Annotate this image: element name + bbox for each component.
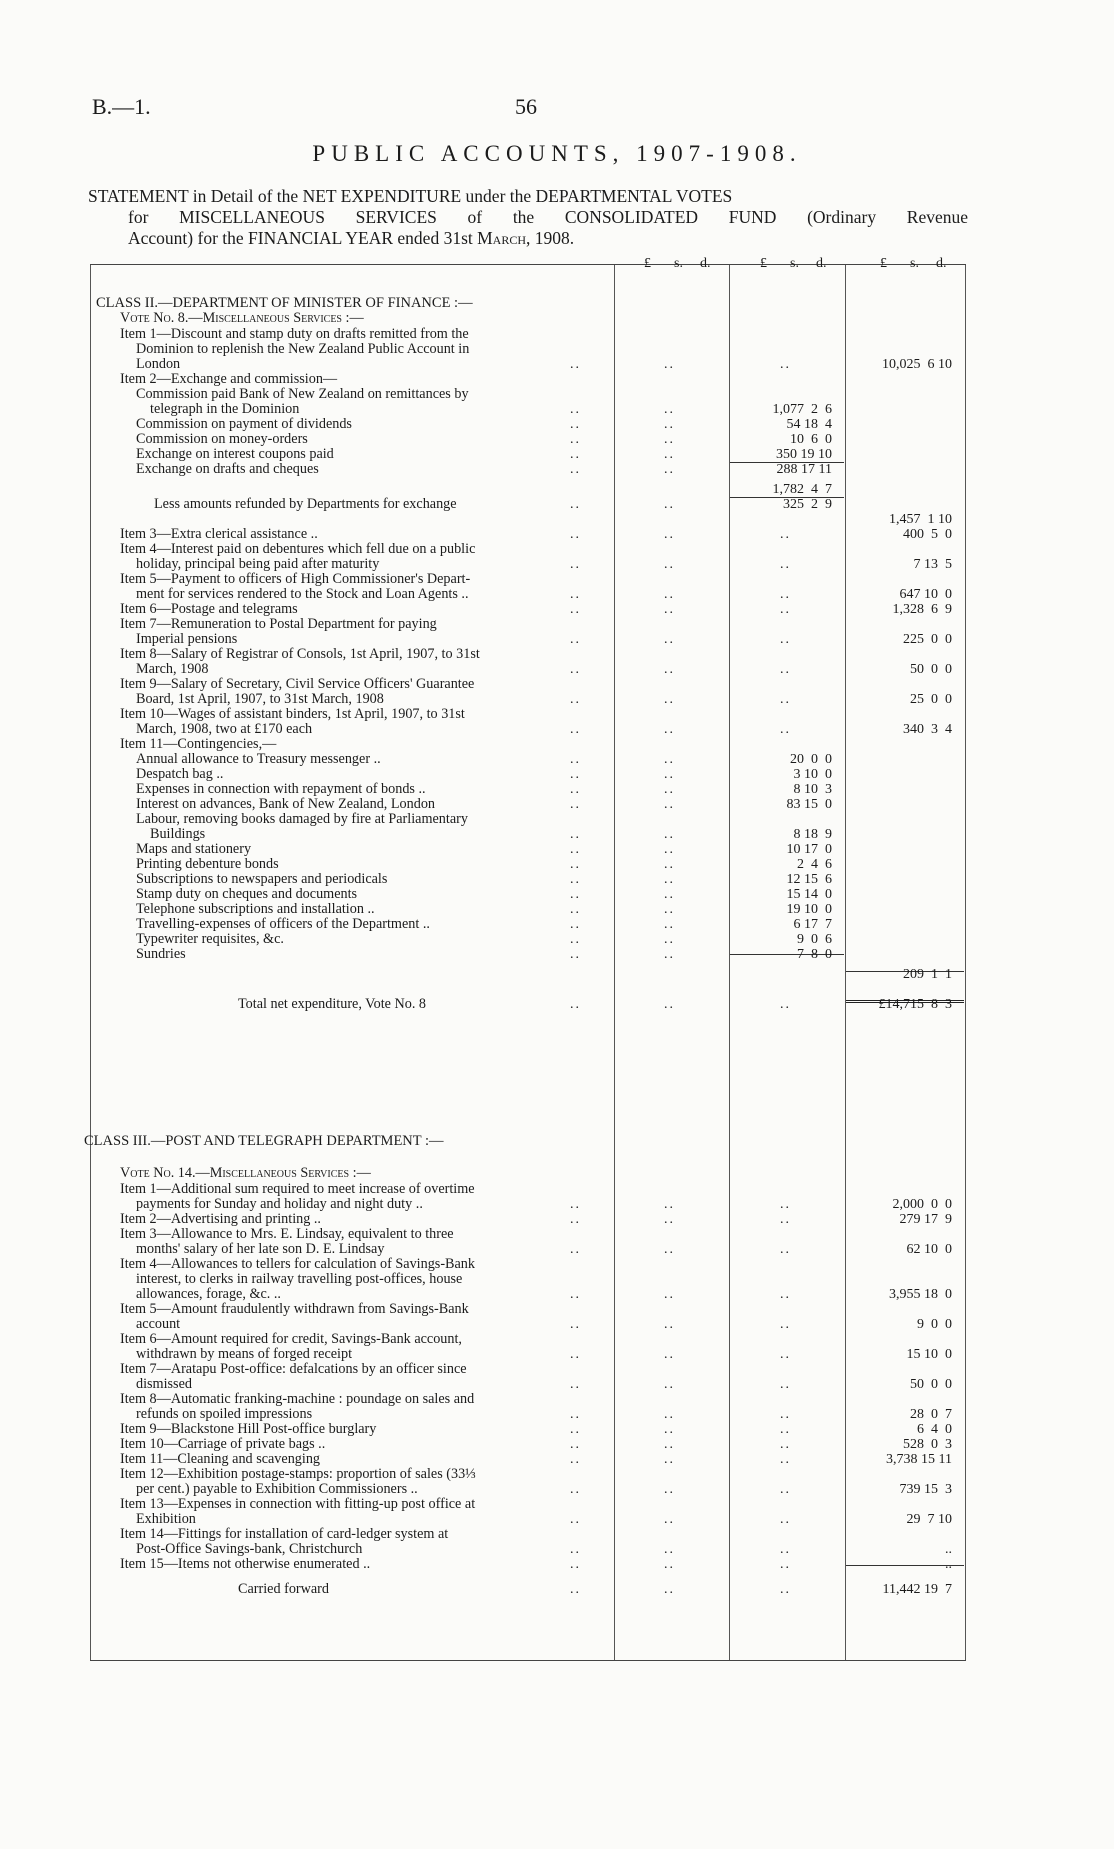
amount-column-2: 6 17 7 — [793, 917, 832, 932]
column-1-placeholder-dots: .. — [664, 857, 675, 872]
column-2-placeholder-dots: .. — [780, 1582, 791, 1597]
row-description: Item 4—Interest paid on debentures which fell due on a public — [120, 541, 476, 557]
leader-dots: .. — [570, 587, 581, 602]
row-description: refunds on spoiled impressions — [136, 1406, 313, 1422]
row-description: Travelling-expenses of officers of the Department .. — [136, 916, 430, 932]
row-description: ment for services rendered to the Stock and Loan Agents .. — [136, 586, 469, 602]
column-1-placeholder-dots: .. — [664, 1452, 675, 1467]
row-description: Item 8—Salary of Registrar of Consols, 1st April, 1907, to 31st — [120, 646, 480, 662]
leader-dots: .. — [570, 462, 581, 477]
amount-column-3: .. — [945, 1557, 952, 1572]
table-border-left — [90, 265, 91, 1660]
column-1-placeholder-dots: .. — [664, 1317, 675, 1332]
statement-line-3: Account) for the FINANCIAL YEAR ended 31st March, 1908. — [128, 228, 575, 248]
column-1-placeholder-dots: .. — [664, 557, 675, 572]
column-1-placeholder-dots: .. — [664, 1407, 675, 1422]
leader-dots: .. — [570, 1347, 581, 1362]
column-2-placeholder-dots: .. — [780, 722, 791, 737]
column-1-placeholder-dots: .. — [664, 1212, 675, 1227]
column-1-placeholder-dots: .. — [664, 827, 675, 842]
column-1-placeholder-dots: .. — [664, 1557, 675, 1572]
amount-column-3: 15 10 0 — [906, 1347, 952, 1362]
leader-dots: .. — [570, 1377, 581, 1392]
row-description: Item 9—Salary of Secretary, Civil Service Officers' Guarantee — [120, 676, 475, 692]
column-1-placeholder-dots: .. — [664, 872, 675, 887]
row-description: dismissed — [136, 1376, 192, 1392]
row-description: Item 11—Contingencies,— — [120, 736, 277, 752]
row-description: payments for Sunday and holiday and night duty .. — [136, 1196, 423, 1212]
amount-column-2: 8 18 9 — [793, 827, 832, 842]
column-1-placeholder-dots: .. — [664, 402, 675, 417]
amount-column-3: 1,457 1 10 — [889, 512, 952, 527]
leader-dots: .. — [570, 1287, 581, 1302]
vote-8-heading: Vote No. 8.—Miscellaneous Services :— — [120, 310, 364, 326]
leader-dots: .. — [570, 557, 581, 572]
row-description: Commission on payment of dividends — [136, 416, 352, 432]
amount-column-2: 8 10 3 — [793, 782, 832, 797]
column-1-placeholder-dots: .. — [664, 462, 675, 477]
column-header-pounds: £ — [760, 256, 767, 271]
row-description: Item 1—Additional sum required to meet increase of overtime — [120, 1181, 475, 1197]
amount-column-2: 10 6 0 — [790, 432, 832, 447]
leader-dots: .. — [570, 932, 581, 947]
leader-dots: .. — [570, 692, 581, 707]
column-divider — [845, 265, 846, 1660]
row-description: Less amounts refunded by Departments for exchange — [154, 496, 457, 512]
row-description: Item 2—Advertising and printing .. — [120, 1211, 321, 1227]
column-1-placeholder-dots: .. — [664, 692, 675, 707]
row-description: Buildings — [150, 826, 206, 842]
column-1-placeholder-dots: .. — [664, 887, 675, 902]
row-description: Item 3—Extra clerical assistance .. — [120, 526, 318, 542]
amount-column-3: 209 1 1 — [903, 967, 952, 982]
amount-column-2: 2 4 6 — [797, 857, 832, 872]
amount-column-2: 54 18 4 — [786, 417, 832, 432]
leader-dots: .. — [570, 1482, 581, 1497]
expenditure-table — [84, 256, 966, 1661]
leader-dots: .. — [570, 632, 581, 647]
column-2-placeholder-dots: .. — [780, 1422, 791, 1437]
row-description: Item 6—Postage and telegrams — [120, 601, 298, 617]
row-description: account — [136, 1316, 181, 1332]
column-1-placeholder-dots: .. — [664, 997, 675, 1012]
leader-dots: .. — [570, 1212, 581, 1227]
column-header-shillings: s. — [910, 256, 919, 271]
row-description: Subscriptions to newspapers and periodicals — [136, 871, 388, 887]
row-description: Exhibition — [136, 1511, 196, 1527]
column-2-placeholder-dots: .. — [780, 1512, 791, 1527]
leader-dots: .. — [570, 1197, 581, 1212]
column-1-placeholder-dots: .. — [664, 1347, 675, 1362]
row-description: Item 5—Payment to officers of High Commissioner's Depart- — [120, 571, 471, 587]
amount-column-3: 6 4 0 — [917, 1422, 952, 1437]
amount-column-3: 28 0 7 — [910, 1407, 952, 1422]
row-description: March, 1908 — [136, 661, 209, 677]
column-2-placeholder-dots: .. — [780, 1542, 791, 1557]
row-description: March, 1908, two at £170 each — [136, 721, 313, 737]
table-border-right — [965, 265, 966, 1660]
amount-column-2: 15 14 0 — [786, 887, 832, 902]
column-1-placeholder-dots: .. — [664, 357, 675, 372]
leader-dots: .. — [570, 752, 581, 767]
amount-column-2: 9 0 6 — [797, 932, 832, 947]
amount-column-3: 11,442 19 7 — [882, 1582, 952, 1597]
column-2-placeholder-dots: .. — [780, 1347, 791, 1362]
class-2-heading: CLASS II.—DEPARTMENT OF MINISTER OF FINANCE :— — [96, 295, 473, 311]
amount-column-3: 1,328 6 9 — [892, 602, 952, 617]
row-description: Interest on advances, Bank of New Zealand, London — [136, 796, 436, 812]
leader-dots: .. — [570, 782, 581, 797]
column-1-placeholder-dots: .. — [664, 497, 675, 512]
leader-dots: .. — [570, 1582, 581, 1597]
column-1-placeholder-dots: .. — [664, 932, 675, 947]
row-description: holiday, principal being paid after maturity — [136, 556, 380, 572]
column-header-pounds: £ — [644, 256, 651, 271]
row-description: allowances, forage, &c. .. — [136, 1286, 281, 1302]
amount-column-2: 1,782 4 7 — [772, 482, 832, 497]
amount-column-3: 2,000 0 0 — [892, 1197, 952, 1212]
column-2-placeholder-dots: .. — [780, 1557, 791, 1572]
column-1-placeholder-dots: .. — [664, 632, 675, 647]
amount-column-2: 3 10 0 — [793, 767, 832, 782]
row-description: Despatch bag .. — [136, 766, 224, 782]
row-description: Item 14—Fittings for installation of card-ledger system at — [120, 1526, 449, 1542]
document-code: B.—1. — [92, 94, 151, 119]
column-1-placeholder-dots: .. — [664, 1197, 675, 1212]
amount-column-2: 288 17 11 — [776, 462, 832, 477]
column-1-placeholder-dots: .. — [664, 917, 675, 932]
row-description: Stamp duty on cheques and documents — [136, 886, 358, 902]
column-divider — [729, 265, 730, 1660]
leader-dots: .. — [570, 497, 581, 512]
leader-dots: .. — [570, 1542, 581, 1557]
column-1-placeholder-dots: .. — [664, 587, 675, 602]
row-description: Labour, removing books damaged by fire at Parliamentary — [136, 811, 468, 827]
leader-dots: .. — [570, 997, 581, 1012]
row-description: Item 12—Exhibition postage-stamps: proportion of sales (33⅓ — [120, 1466, 476, 1482]
column-1-placeholder-dots: .. — [664, 752, 675, 767]
row-description: Item 4—Allowances to tellers for calculation of Savings-Bank — [120, 1256, 475, 1272]
amount-column-3: 739 15 3 — [899, 1482, 952, 1497]
row-description: months' salary of her late son D. E. Lindsay — [136, 1241, 385, 1257]
row-description: Item 8—Automatic franking-machine : poundage on sales and — [120, 1391, 475, 1407]
column-1-placeholder-dots: .. — [664, 1437, 675, 1452]
leader-dots: .. — [570, 357, 581, 372]
column-2-placeholder-dots: .. — [780, 997, 791, 1012]
row-description: London — [136, 356, 181, 372]
leader-dots: .. — [570, 417, 581, 432]
amount-column-2: 83 15 0 — [786, 797, 832, 812]
column-1-placeholder-dots: .. — [664, 722, 675, 737]
leader-dots: .. — [570, 1512, 581, 1527]
column-1-placeholder-dots: .. — [664, 1512, 675, 1527]
column-2-placeholder-dots: .. — [780, 557, 791, 572]
row-description: Item 15—Items not otherwise enumerated .. — [120, 1556, 371, 1572]
column-1-placeholder-dots: .. — [664, 417, 675, 432]
column-1-placeholder-dots: .. — [664, 782, 675, 797]
column-header-shillings: s. — [790, 256, 799, 271]
leader-dots: .. — [570, 447, 581, 462]
amount-column-3: 3,738 15 11 — [886, 1452, 952, 1467]
leader-dots: .. — [570, 1407, 581, 1422]
row-description: Item 3—Allowance to Mrs. E. Lindsay, equivalent to three — [120, 1226, 454, 1242]
column-2-placeholder-dots: .. — [780, 1377, 791, 1392]
amount-column-3: 50 0 0 — [910, 662, 952, 677]
column-2-placeholder-dots: .. — [780, 602, 791, 617]
row-description: Printing debenture bonds — [136, 856, 279, 872]
amount-column-3: 9 0 0 — [917, 1317, 952, 1332]
leader-dots: .. — [570, 1317, 581, 1332]
row-description: withdrawn by means of forged receipt — [136, 1346, 353, 1362]
amount-column-3: 279 17 9 — [899, 1212, 952, 1227]
class-3-heading: CLASS III.—POST AND TELEGRAPH DEPARTMENT :— — [84, 1133, 444, 1149]
column-1-placeholder-dots: .. — [664, 902, 675, 917]
page-title: PUBLIC ACCOUNTS, 1907-1908. — [312, 141, 802, 166]
amount-column-3: 25 0 0 — [910, 692, 952, 707]
row-description: Annual allowance to Treasury messenger .. — [136, 751, 381, 767]
row-description: Sundries — [136, 946, 186, 962]
leader-dots: .. — [570, 917, 581, 932]
column-2-placeholder-dots: .. — [780, 1317, 791, 1332]
leader-dots: .. — [570, 602, 581, 617]
amount-column-3: 50 0 0 — [910, 1377, 952, 1392]
page-number: 56 — [515, 94, 537, 119]
row-description: Item 9—Blackstone Hill Post-office burglary — [120, 1421, 377, 1437]
column-header-shillings: s. — [674, 256, 683, 271]
row-description: interest, to clerks in railway travelling post-offices, house — [136, 1271, 463, 1287]
leader-dots: .. — [570, 662, 581, 677]
leader-dots: .. — [570, 1557, 581, 1572]
column-1-placeholder-dots: .. — [664, 1377, 675, 1392]
leader-dots: .. — [570, 1452, 581, 1467]
leader-dots: .. — [570, 902, 581, 917]
leader-dots: .. — [570, 842, 581, 857]
leader-dots: .. — [570, 767, 581, 782]
row-description: Carried forward — [238, 1581, 329, 1597]
column-2-placeholder-dots: .. — [780, 1452, 791, 1467]
column-2-placeholder-dots: .. — [780, 1407, 791, 1422]
leader-dots: .. — [570, 872, 581, 887]
column-divider — [614, 265, 615, 1660]
row-description: Item 7—Remuneration to Postal Department for paying — [120, 616, 437, 632]
column-header-pounds: £ — [880, 256, 887, 271]
row-description: Maps and stationery — [136, 841, 252, 857]
amount-column-3: 340 3 4 — [903, 722, 952, 737]
amount-column-2: 325 2 9 — [783, 497, 832, 512]
row-description: per cent.) payable to Exhibition Commissioners .. — [136, 1481, 418, 1497]
column-1-placeholder-dots: .. — [664, 767, 675, 782]
row-description: Item 10—Carriage of private bags .. — [120, 1436, 326, 1452]
leader-dots: .. — [570, 527, 581, 542]
amount-column-3: 3,955 18 0 — [889, 1287, 952, 1302]
column-1-placeholder-dots: .. — [664, 527, 675, 542]
row-description: Item 2—Exchange and commission— — [120, 371, 338, 387]
leader-dots: .. — [570, 402, 581, 417]
column-1-placeholder-dots: .. — [664, 842, 675, 857]
column-1-placeholder-dots: .. — [664, 432, 675, 447]
amount-column-3: 62 10 0 — [906, 1242, 952, 1257]
column-1-placeholder-dots: .. — [664, 602, 675, 617]
leader-dots: .. — [570, 722, 581, 737]
column-2-placeholder-dots: .. — [780, 692, 791, 707]
leader-dots: .. — [570, 827, 581, 842]
leader-dots: .. — [570, 1437, 581, 1452]
row-description: Item 10—Wages of assistant binders, 1st April, 1907, to 31st — [120, 706, 465, 722]
row-description: Commission on money-orders — [136, 431, 308, 447]
row-description: Item 5—Amount fraudulently withdrawn from Savings-Bank — [120, 1301, 469, 1317]
row-description: Total net expenditure, Vote No. 8 — [238, 996, 427, 1012]
column-header-pence: d. — [816, 256, 827, 271]
amount-column-3: 400 5 0 — [903, 527, 952, 542]
leader-dots: .. — [570, 1242, 581, 1257]
row-description: Telephone subscriptions and installation .. — [136, 901, 375, 917]
row-description: Expenses in connection with repayment of bonds .. — [136, 781, 426, 797]
amount-column-2: 12 15 6 — [786, 872, 832, 887]
amount-column-3: 647 10 0 — [899, 587, 952, 602]
column-2-placeholder-dots: .. — [780, 1482, 791, 1497]
column-2-placeholder-dots: .. — [780, 632, 791, 647]
row-description: Item 6—Amount required for credit, Savings-Bank account, — [120, 1331, 462, 1347]
column-1-placeholder-dots: .. — [664, 447, 675, 462]
leader-dots: .. — [570, 1422, 581, 1437]
column-1-placeholder-dots: .. — [664, 1542, 675, 1557]
column-header-pence: d. — [700, 256, 711, 271]
row-description: Item 13—Expenses in connection with fitting-up post office at — [120, 1496, 476, 1512]
leader-dots: .. — [570, 887, 581, 902]
statement-line-1: STATEMENT in Detail of the NET EXPENDITURE under the DEPARTMENTAL VOTES — [88, 186, 733, 206]
column-1-placeholder-dots: .. — [664, 947, 675, 962]
row-description: Item 7—Aratapu Post-office: defalcations by an officer since — [120, 1361, 467, 1377]
amount-column-2: 10 17 0 — [786, 842, 832, 857]
row-description: Exchange on drafts and cheques — [136, 461, 319, 477]
row-description: Item 11—Cleaning and scavenging — [120, 1451, 321, 1467]
row-description: Typewriter requisites, &c. — [136, 931, 284, 947]
column-2-placeholder-dots: .. — [780, 662, 791, 677]
amount-column-3: 29 7 10 — [906, 1512, 952, 1527]
leader-dots: .. — [570, 797, 581, 812]
amount-column-3: 528 0 3 — [903, 1437, 952, 1452]
column-2-placeholder-dots: .. — [780, 1287, 791, 1302]
row-description: Item 1—Discount and stamp duty on drafts remitted from the — [120, 326, 469, 342]
amount-column-3: 225 0 0 — [903, 632, 952, 647]
row-description: Imperial pensions — [136, 631, 238, 647]
leader-dots: .. — [570, 947, 581, 962]
row-description: Board, 1st April, 1907, to 31st March, 1908 — [136, 691, 384, 707]
column-1-placeholder-dots: .. — [664, 797, 675, 812]
column-2-placeholder-dots: .. — [780, 357, 791, 372]
column-1-placeholder-dots: .. — [664, 662, 675, 677]
column-2-placeholder-dots: .. — [780, 527, 791, 542]
amount-column-2: 7 8 0 — [797, 947, 832, 962]
column-2-placeholder-dots: .. — [780, 1212, 791, 1227]
column-2-placeholder-dots: .. — [780, 1242, 791, 1257]
column-2-placeholder-dots: .. — [780, 1197, 791, 1212]
column-1-placeholder-dots: .. — [664, 1287, 675, 1302]
statement-heading — [88, 186, 968, 249]
row-description: Post-Office Savings-bank, Christchurch — [136, 1541, 363, 1557]
amount-column-2: 20 0 0 — [790, 752, 832, 767]
row-description: telegraph in the Dominion — [150, 401, 300, 417]
statement-line-2: for MISCELLANEOUS SERVICES of the CONSOLIDATED FUND (Ordinary Revenue — [128, 207, 968, 227]
column-1-placeholder-dots: .. — [664, 1582, 675, 1597]
column-header-pence: d. — [936, 256, 947, 271]
column-2-placeholder-dots: .. — [780, 1437, 791, 1452]
leader-dots: .. — [570, 432, 581, 447]
row-description: Exchange on interest coupons paid — [136, 446, 334, 462]
vote-14-heading: Vote No. 14.—Miscellaneous Services :— — [120, 1165, 371, 1181]
row-description: Dominion to replenish the New Zealand Public Account in — [136, 341, 470, 357]
amount-column-2: 19 10 0 — [786, 902, 832, 917]
column-1-placeholder-dots: .. — [664, 1482, 675, 1497]
amount-column-3: 7 13 5 — [913, 557, 952, 572]
row-description: Commission paid Bank of New Zealand on remittances by — [136, 386, 469, 402]
amount-column-2: 1,077 2 6 — [772, 402, 832, 417]
column-1-placeholder-dots: .. — [664, 1242, 675, 1257]
amount-column-2: 350 19 10 — [776, 447, 832, 462]
column-2-placeholder-dots: .. — [780, 587, 791, 602]
amount-column-3: 10,025 6 10 — [882, 357, 952, 372]
amount-column-3: £14,715 8 3 — [878, 997, 952, 1012]
amount-column-3: .. — [945, 1542, 952, 1557]
column-1-placeholder-dots: .. — [664, 1422, 675, 1437]
leader-dots: .. — [570, 857, 581, 872]
